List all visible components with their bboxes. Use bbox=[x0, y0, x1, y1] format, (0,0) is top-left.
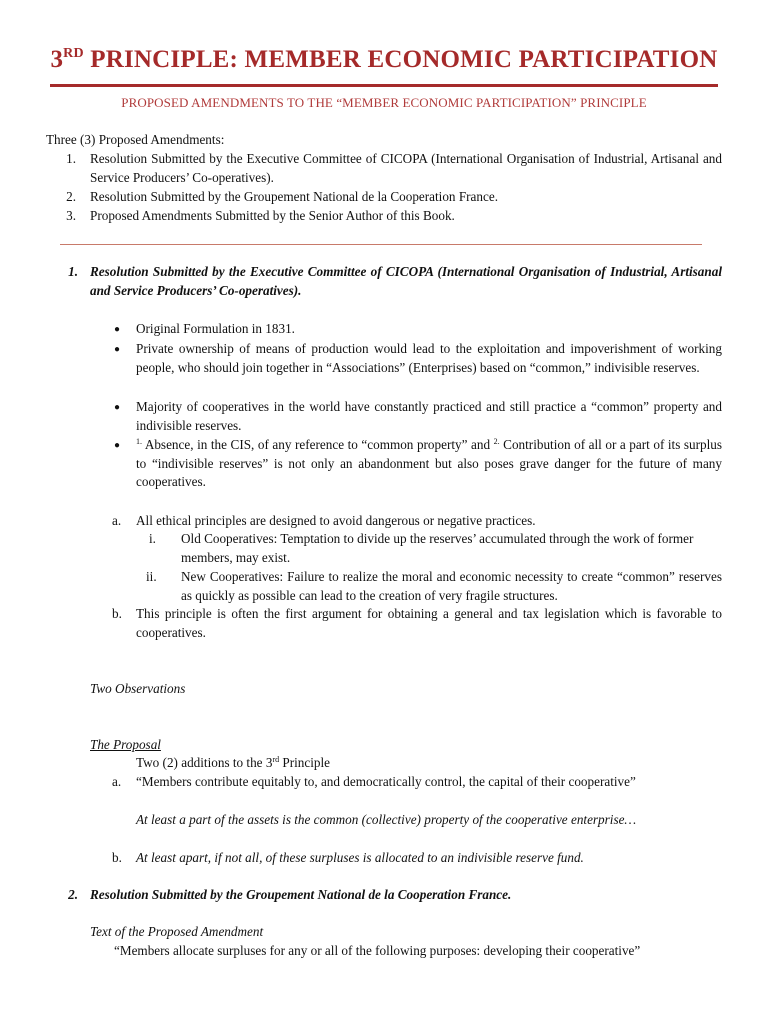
observations-heading: Two Observations bbox=[90, 681, 186, 696]
list-item: This principle is often the first argument for obtaining a general and tax legislation which is favorable to cooperatives. bbox=[136, 606, 722, 640]
page-title bbox=[0, 44, 768, 76]
italic-note: At least a part of the assets is the common (collective) property of the cooperative enterprise… bbox=[136, 812, 637, 827]
section2-quote: “Members allocate surpluses for any or all of the following purposes: developing their cooperative” bbox=[114, 943, 641, 958]
list-label: i. bbox=[149, 531, 156, 546]
section2-subheading: Text of the Proposed Amendment bbox=[90, 924, 264, 939]
bullet-icon: ● bbox=[114, 324, 121, 335]
bullet-item: $^{1.}$ Absence, in the CIS, of any reference to “common property” and $^{2.}$ Contribution of all or a part of its surplus to “indivisible reserves” is not only an abandonment but also poses grave danger for the future of many cooperatives. bbox=[136, 437, 722, 490]
title-number: 3 bbox=[50, 46, 64, 73]
list-item: All ethical principles are designed to avoid dangerous or negative practices. bbox=[136, 513, 536, 528]
intro-item-number: 2. bbox=[66, 189, 76, 204]
section-divider bbox=[60, 244, 702, 245]
list-label: b. bbox=[112, 606, 122, 621]
title-superscript: RD bbox=[63, 46, 84, 61]
proposal-heading: The Proposal bbox=[90, 737, 161, 752]
intro-item-number: 3. bbox=[66, 208, 76, 223]
bullet-item: Majority of cooperatives in the world have constantly practiced and still practice a “common” property and indivisible reserves. bbox=[136, 399, 722, 433]
proposal-line: Two (2) additions to the 3rd Principle bbox=[136, 755, 331, 770]
bullet-item: Original Formulation in 1831. bbox=[136, 321, 295, 336]
section2-number: 2. bbox=[68, 887, 78, 902]
footnote-marker: 1. bbox=[136, 437, 142, 446]
bullet-icon: ● bbox=[114, 344, 121, 355]
list-item: Old Cooperatives: Temptation to divide up the reserves’ accumulated through the work of former members, may exist. bbox=[181, 531, 694, 565]
list-label: a. bbox=[112, 774, 122, 789]
page-subtitle: PROPOSED AMENDMENTS TO THE “MEMBER ECONOMIC PARTICIPATION” PRINCIPLE bbox=[121, 95, 647, 110]
title-divider bbox=[50, 84, 718, 87]
bullet-icon: ● bbox=[114, 402, 121, 413]
footnote-marker: 2. bbox=[493, 437, 500, 446]
title-text: PRINCIPLE: MEMBER ECONOMIC PARTICIPATION bbox=[90, 46, 718, 73]
list-label: ii. bbox=[146, 569, 157, 584]
intro-heading: Three (3) Proposed Amendments: bbox=[46, 132, 225, 147]
section1-number: 1. bbox=[68, 264, 78, 279]
intro-item: Resolution Submitted by the Groupement National de la Cooperation France. bbox=[90, 189, 498, 204]
intro-item-number: 1. bbox=[66, 151, 76, 166]
list-label: a. bbox=[112, 513, 122, 528]
list-item: “Members contribute equitably to, and democratically control, the capital of their cooperative” bbox=[136, 774, 636, 789]
section2-heading: Resolution Submitted by the Groupement National de la Cooperation France. bbox=[90, 887, 512, 902]
intro-item: Proposed Amendments Submitted by the Senior Author of this Book. bbox=[90, 208, 455, 223]
bullet-icon: ● bbox=[114, 440, 121, 451]
bullet-item: Private ownership of means of production would lead to the exploitation and impoverishment of working people, who should join together in “Associations” (Enterprises) based on “common,” indivisible reserves. bbox=[136, 341, 722, 375]
intro-item: Resolution Submitted by the Executive Committee of CICOPA (International Organisation of Industrial, Artisanal and Service Producers’ Co-operatives). bbox=[90, 151, 722, 185]
section1-heading: Resolution Submitted by the Executive Committee of CICOPA (International Organisation of Industrial, Artisanal and Service Producers’ Co-operatives). bbox=[90, 264, 722, 298]
list-label: b. bbox=[112, 850, 122, 865]
list-item: New Cooperatives: Failure to realize the moral and economic necessity to create “common” reserves as quickly as possible can lead to the creation of very fragile structures. bbox=[181, 569, 722, 603]
list-item: At least apart, if not all, of these surpluses is allocated to an indivisible reserve fund. bbox=[136, 850, 584, 865]
